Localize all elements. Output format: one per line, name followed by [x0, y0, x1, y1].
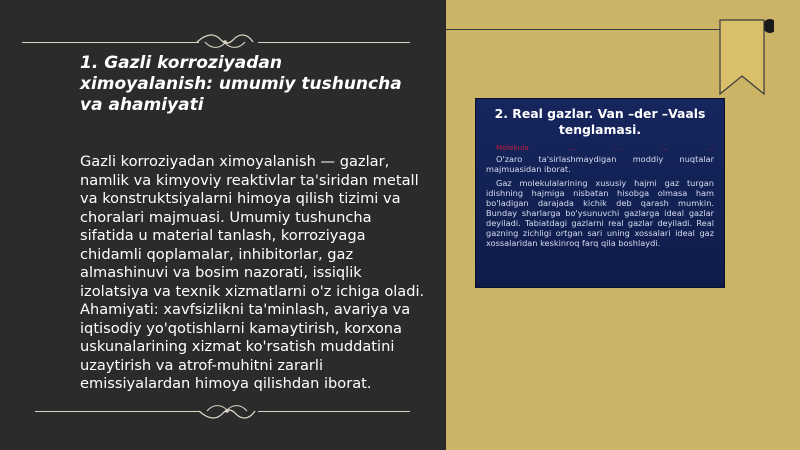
embedded-slide-paragraph-1: O'zaro ta'sirlashmaydigan moddiy nuqtalar majmuasidan iborat. — [486, 154, 714, 174]
bottom-divider-line-right — [258, 411, 410, 412]
bottom-flourish-ornament — [197, 400, 257, 422]
top-flourish-ornament — [195, 31, 255, 53]
bookmark-ribbon-icon — [718, 18, 774, 96]
bottom-divider-line-left — [35, 411, 200, 412]
slide-body-text: Gazli korroziyadan ximoyalanish — gazlar, namlik va kimyoviy reaktivlar ta'siridan metall va konstruktsiyalarni himoya qilish tizimi va choralari majmuasi. Umumiy tushuncha sifatida u material tanlash, korroziyaga chidamli qoplamalar, inhibitorlar, gaz almashinuvi va bosim nazorati, issiqlik izolatsiya va texnik xizmatlarni o'z ichiga oladi. Ahamiyati: xavfsizlikni ta'minlash, avariya va iqtisodiy yo'qotishlarni kamaytirish, korxona uskunalarining xizmat ko'rsatish muddatini uzaytirish va atrof-muhitni zararli emissiyalardan himoya qilishdan iborat. — [80, 153, 425, 392]
top-divider-line-right — [258, 42, 410, 43]
embedded-slide-red-line: Molekula ... ... ... ... — [496, 143, 714, 152]
embedded-slide-thumbnail — [475, 98, 725, 288]
embedded-slide-title: 2. Real gazlar. Van –der –Vaals tenglamasi. — [494, 106, 706, 137]
top-divider-line-left — [22, 42, 199, 43]
slide-title: 1. Gazli korroziyadan ximoyalanish: umumiy tushuncha va ahamiyati — [80, 53, 402, 115]
embedded-slide-paragraph-2: Gaz molekulalarining xususiy hajmi gaz turgan idishning hajmiga nisbatan hisobga olmasa ham bo'ladigan darajada kichik deb qarash mumkin. Bunday sharlarga bo'ysunuvchi gazlarga ideal gazlar deyiladi. Tabiatdagi gazlarni real gazlar deyiladi. Real gazning zichligi ortgan sari uning xossalari ideal gaz xossalaridan keskinroq farq qila boshlaydi. — [486, 178, 714, 248]
